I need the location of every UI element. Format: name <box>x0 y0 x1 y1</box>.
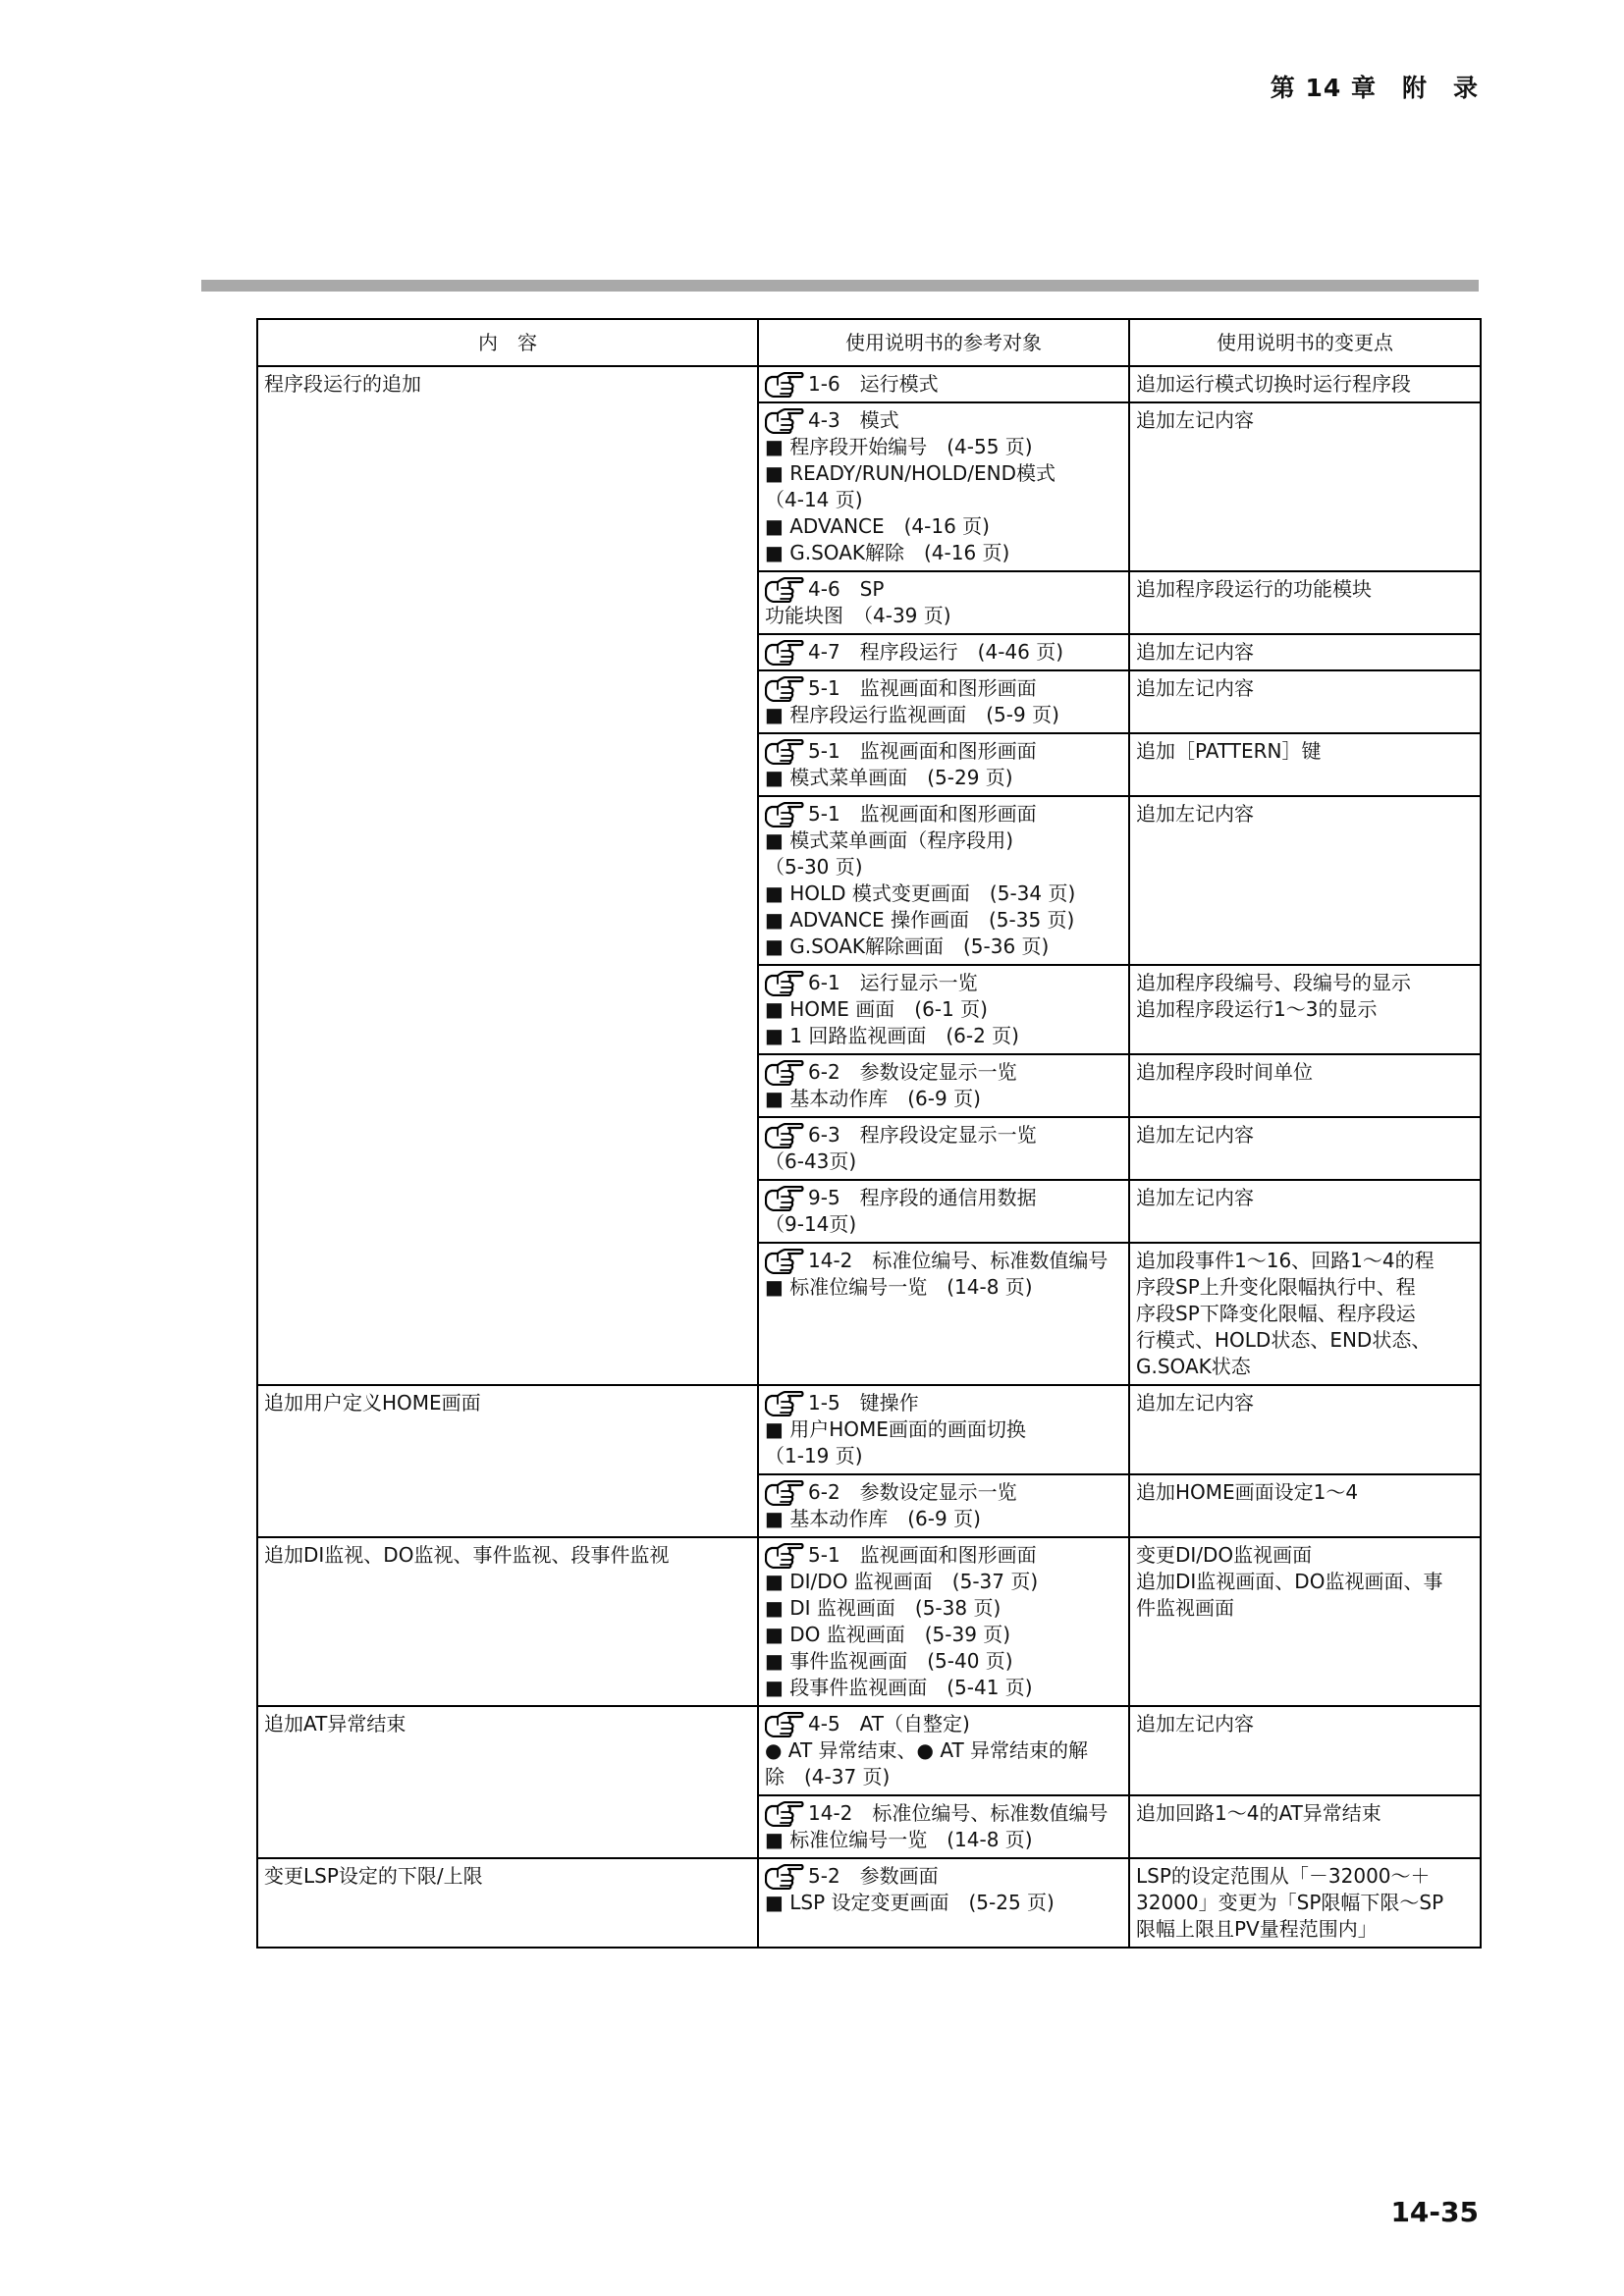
pointing-hand-icon <box>765 1391 804 1416</box>
change-point-cell <box>1129 1117 1481 1180</box>
change-point-text: 追加程序段运行的功能模块 <box>1136 577 1372 601</box>
content-text: 追加DI监视、DO监视、事件监视、段事件监视 <box>264 1543 670 1567</box>
reference-title <box>765 639 1122 666</box>
reference-cell <box>758 1243 1129 1385</box>
reference-item: ■ 标准位编号一览 (14-8 页) <box>765 1275 1033 1299</box>
reference-item: （6-43页) <box>765 1149 857 1173</box>
pointing-hand-icon <box>765 1480 804 1506</box>
reference-title <box>765 970 1122 996</box>
reference-item: ■ 标准位编号一览 (14-8 页) <box>765 1828 1033 1851</box>
reference-cell <box>758 1858 1129 1948</box>
reference-cell <box>758 366 1129 402</box>
reference-cell <box>758 634 1129 670</box>
table-row <box>257 1385 1481 1474</box>
change-point-text: 变更DI/DO监视画面 <box>1136 1543 1313 1567</box>
reference-cell <box>758 1537 1129 1706</box>
reference-cell <box>758 1117 1129 1180</box>
change-point-cell <box>1129 1243 1481 1385</box>
change-point-cell <box>1129 796 1481 965</box>
change-point-text: 追加［PATTERN］键 <box>1136 739 1322 763</box>
reference-item: ■ 模式菜单画面（程序段用) <box>765 828 1014 852</box>
change-point-cell <box>1129 1474 1481 1537</box>
change-point-text: 追加左记内容 <box>1136 1123 1254 1147</box>
change-point-cell <box>1129 366 1481 402</box>
pointing-hand-icon <box>765 1864 804 1890</box>
change-point-text: 追加程序段运行1～3的显示 <box>1136 997 1378 1021</box>
table-header-row <box>257 319 1481 366</box>
reference-title <box>765 1863 1122 1890</box>
change-point-cell <box>1129 965 1481 1054</box>
reference-item: ● AT 异常结束、● AT 异常结束的解 <box>765 1738 1089 1762</box>
reference-item: ■ DI/DO 监视画面 (5-37 页) <box>765 1570 1039 1593</box>
reference-item: ■ HOLD 模式变更画面 (5-34 页) <box>765 881 1076 905</box>
change-point-text: 追加程序段时间单位 <box>1136 1060 1313 1084</box>
change-point-text: 追加左记内容 <box>1136 1712 1254 1735</box>
reference-title-text: 4-6 SP <box>808 577 885 601</box>
table-body <box>257 366 1481 1948</box>
reference-title <box>765 801 1122 828</box>
change-point-cell <box>1129 1795 1481 1858</box>
reference-item: ■ DI 监视画面 (5-38 页) <box>765 1596 1001 1620</box>
reference-title-text: 1-6 运行模式 <box>808 372 939 396</box>
reference-title-text: 4-7 程序段运行 (4-46 页) <box>808 640 1064 664</box>
pointing-hand-icon <box>765 1060 804 1086</box>
change-point-cell <box>1129 634 1481 670</box>
change-point-cell <box>1129 1537 1481 1706</box>
content-text: 追加AT异常结束 <box>264 1712 406 1735</box>
reference-cell <box>758 733 1129 796</box>
reference-title-text: 14-2 标准位编号、标准数值编号 <box>808 1249 1109 1272</box>
change-point-text: 追加HOME画面设定1～4 <box>1136 1480 1359 1504</box>
reference-item: ■ G.SOAK解除画面 (5-36 页) <box>765 934 1050 958</box>
reference-title <box>765 1542 1122 1569</box>
change-point-cell <box>1129 1054 1481 1117</box>
reference-item: （1-19 页) <box>765 1444 863 1468</box>
change-point-text: 追加左记内容 <box>1136 408 1254 432</box>
change-point-text: 追加回路1～4的AT异常结束 <box>1136 1801 1381 1825</box>
reference-title <box>765 1185 1122 1211</box>
reference-item: ■ 用户HOME画面的画面切换 <box>765 1417 1026 1441</box>
change-point-text: 追加左记内容 <box>1136 802 1254 826</box>
pointing-hand-icon <box>765 676 804 702</box>
reference-item: （5-30 页) <box>765 855 863 879</box>
header-content: 内 容 <box>257 319 758 366</box>
reference-cell <box>758 1054 1129 1117</box>
reference-title-text: 5-1 监视画面和图形画面 <box>808 676 1037 700</box>
change-point-text: 32000」变更为「SP限幅下限～SP <box>1136 1891 1444 1914</box>
change-point-text: 序段SP上升变化限幅执行中、程 <box>1136 1275 1416 1299</box>
change-point-text: G.SOAK状态 <box>1136 1355 1251 1378</box>
reference-title <box>765 1711 1122 1737</box>
reference-item: （9-14页) <box>765 1212 857 1236</box>
table-row <box>257 1858 1481 1948</box>
table-row <box>257 1537 1481 1706</box>
change-point-text: 追加左记内容 <box>1136 676 1254 700</box>
change-point-text: 追加左记内容 <box>1136 640 1254 664</box>
content-cell <box>257 366 758 1385</box>
change-point-text: LSP的设定范围从「－32000～＋ <box>1136 1864 1431 1888</box>
reference-title-text: 5-2 参数画面 <box>808 1864 939 1888</box>
change-point-cell <box>1129 1858 1481 1948</box>
reference-item: ■ 事件监视画面 (5-40 页) <box>765 1649 1013 1673</box>
content-cell <box>257 1858 758 1948</box>
content-text: 追加用户定义HOME画面 <box>264 1391 481 1415</box>
change-point-cell <box>1129 1706 1481 1795</box>
pointing-hand-icon <box>765 971 804 996</box>
reference-item: ■ G.SOAK解除 (4-16 页) <box>765 541 1010 564</box>
reference-title <box>765 371 1122 398</box>
reference-item: ■ 模式菜单画面 (5-29 页) <box>765 766 1013 789</box>
reference-title-text: 6-2 参数设定显示一览 <box>808 1060 1017 1084</box>
reference-title-text: 5-1 监视画面和图形画面 <box>808 802 1037 826</box>
reference-item: ■ READY/RUN/HOLD/END模式 <box>765 461 1056 485</box>
reference-title <box>765 1800 1122 1827</box>
header-rule <box>201 280 1479 292</box>
reference-title-text: 14-2 标准位编号、标准数值编号 <box>808 1801 1109 1825</box>
change-point-text: 追加程序段编号、段编号的显示 <box>1136 971 1411 994</box>
header-change-point: 使用说明书的变更点 <box>1129 319 1481 366</box>
content-text: 程序段运行的追加 <box>264 372 421 396</box>
change-point-cell <box>1129 571 1481 634</box>
reference-item: ■ 程序段运行监视画面 (5-9 页) <box>765 703 1059 726</box>
change-point-text: 追加段事件1～16、回路1～4的程 <box>1136 1249 1435 1272</box>
change-point-text: 追加左记内容 <box>1136 1391 1254 1415</box>
reference-title-text: 5-1 监视画面和图形画面 <box>808 739 1037 763</box>
reference-cell <box>758 571 1129 634</box>
reference-title <box>765 1248 1122 1274</box>
content-cell <box>257 1537 758 1706</box>
reference-cell <box>758 1474 1129 1537</box>
page-number: 14-35 <box>1390 2196 1479 2228</box>
change-point-text: 序段SP下降变化限幅、程序段运 <box>1136 1302 1416 1325</box>
reference-cell <box>758 1385 1129 1474</box>
reference-item: ■ LSP 设定变更画面 (5-25 页) <box>765 1891 1055 1914</box>
reference-title <box>765 675 1122 702</box>
change-point-cell <box>1129 670 1481 733</box>
content-cell <box>257 1385 758 1537</box>
reference-title-text: 1-5 键操作 <box>808 1391 919 1415</box>
reference-cell <box>758 965 1129 1054</box>
change-point-text: 行模式、HOLD状态、END状态、 <box>1136 1328 1432 1352</box>
pointing-hand-icon <box>765 408 804 434</box>
reference-item: ■ DO 监视画面 (5-39 页) <box>765 1623 1011 1646</box>
change-point-text: 追加左记内容 <box>1136 1186 1254 1209</box>
pointing-hand-icon <box>765 1801 804 1827</box>
reference-title <box>765 738 1122 765</box>
pointing-hand-icon <box>765 1186 804 1211</box>
reference-title <box>765 1059 1122 1086</box>
reference-item: ■ 1 回路监视画面 (6-2 页) <box>765 1024 1019 1047</box>
change-point-cell <box>1129 1385 1481 1474</box>
content-text: 变更LSP设定的下限/上限 <box>264 1864 483 1888</box>
content-cell <box>257 1706 758 1858</box>
pointing-hand-icon <box>765 1712 804 1737</box>
reference-title <box>765 407 1122 434</box>
reference-item: ■ 程序段开始编号 (4-55 页) <box>765 435 1033 458</box>
reference-item: ■ ADVANCE 操作画面 (5-35 页) <box>765 908 1075 932</box>
reference-item: 功能块图 （4-39 页) <box>765 604 951 627</box>
reference-title <box>765 576 1122 603</box>
reference-title-text: 6-3 程序段设定显示一览 <box>808 1123 1037 1147</box>
pointing-hand-icon <box>765 739 804 765</box>
pointing-hand-icon <box>765 577 804 603</box>
reference-title-text: 4-3 模式 <box>808 408 899 432</box>
reference-title-text: 9-5 程序段的通信用数据 <box>808 1186 1037 1209</box>
reference-title <box>765 1390 1122 1416</box>
pointing-hand-icon <box>765 1543 804 1569</box>
change-point-text: 追加DI监视画面、DO监视画面、事 <box>1136 1570 1443 1593</box>
change-point-cell <box>1129 402 1481 571</box>
change-point-cell <box>1129 1180 1481 1243</box>
reference-item: ■ 基本动作库 (6-9 页) <box>765 1087 981 1110</box>
reference-title <box>765 1479 1122 1506</box>
reference-cell <box>758 796 1129 965</box>
pointing-hand-icon <box>765 802 804 828</box>
reference-cell <box>758 670 1129 733</box>
change-point-cell <box>1129 733 1481 796</box>
reference-cell <box>758 402 1129 571</box>
reference-title-text: 5-1 监视画面和图形画面 <box>808 1543 1037 1567</box>
reference-item: ■ ADVANCE (4-16 页) <box>765 514 990 538</box>
pointing-hand-icon <box>765 1123 804 1148</box>
chapter-header: 第 14 章 附 录 <box>1270 74 1479 102</box>
table-row <box>257 366 1481 402</box>
reference-cell <box>758 1180 1129 1243</box>
change-point-text: 限幅上限且PV量程范围内」 <box>1136 1917 1378 1941</box>
pointing-hand-icon <box>765 1249 804 1274</box>
header-reference: 使用说明书的参考对象 <box>758 319 1129 366</box>
reference-item: ■ 段事件监视画面 (5-41 页) <box>765 1676 1033 1699</box>
change-point-text: 件监视画面 <box>1136 1596 1234 1620</box>
pointing-hand-icon <box>765 372 804 398</box>
revision-table <box>256 318 1482 1949</box>
reference-cell <box>758 1795 1129 1858</box>
reference-item: ■ 基本动作库 (6-9 页) <box>765 1507 981 1530</box>
table-row <box>257 1706 1481 1795</box>
reference-title-text: 6-1 运行显示一览 <box>808 971 978 994</box>
pointing-hand-icon <box>765 640 804 666</box>
reference-title-text: 6-2 参数设定显示一览 <box>808 1480 1017 1504</box>
reference-cell <box>758 1706 1129 1795</box>
change-point-text: 追加运行模式切换时运行程序段 <box>1136 372 1411 396</box>
reference-item: ■ HOME 画面 (6-1 页) <box>765 997 988 1021</box>
reference-item: （4-14 页) <box>765 488 863 511</box>
reference-item: 除 (4-37 页) <box>765 1765 891 1789</box>
reference-title-text: 4-5 AT（自整定) <box>808 1712 970 1735</box>
reference-title <box>765 1122 1122 1148</box>
